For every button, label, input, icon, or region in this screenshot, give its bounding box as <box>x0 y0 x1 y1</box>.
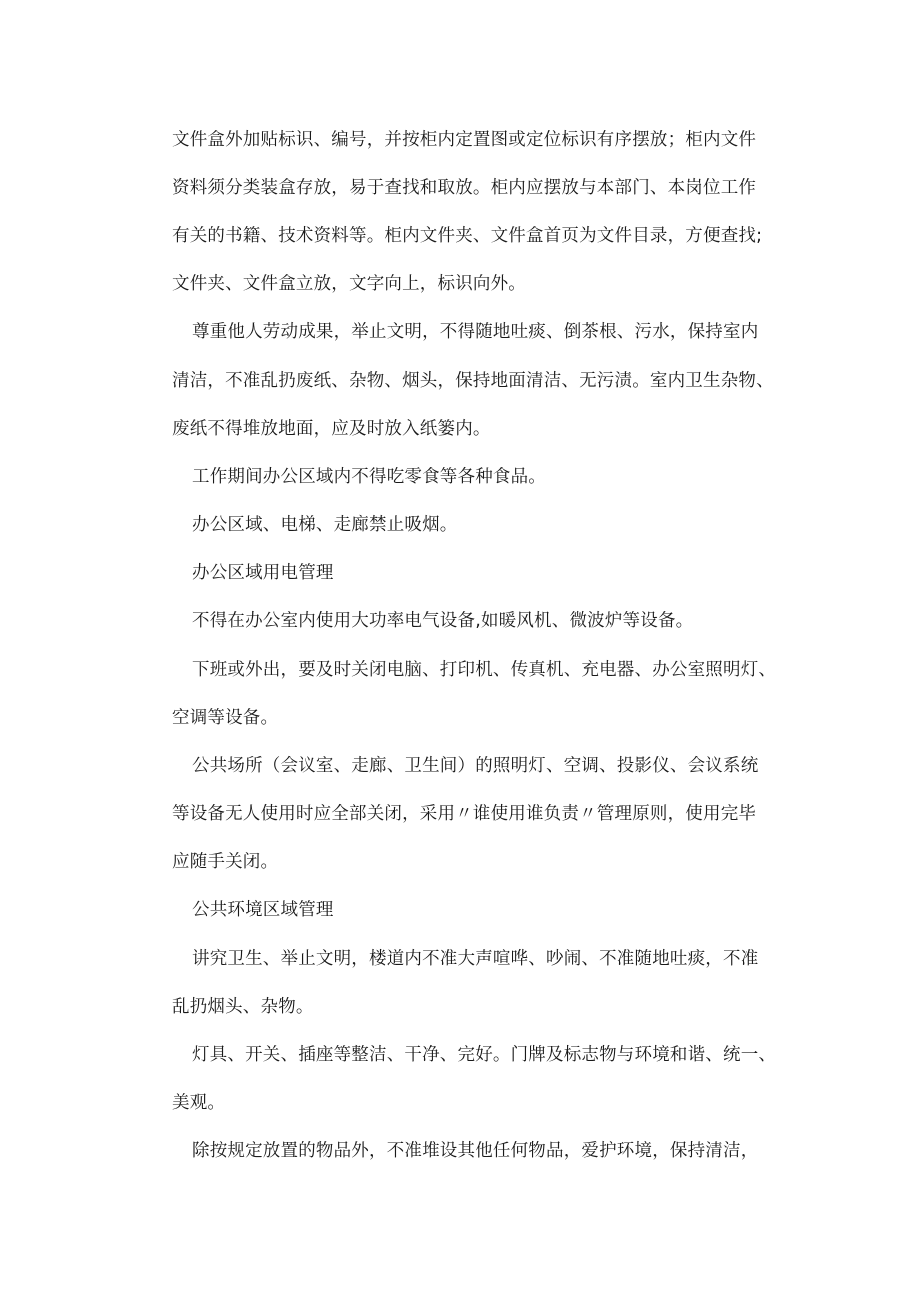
text-line-11: 不得在办公室内使用大功率电气设备,如暖风机、微波炉等设备。 <box>192 611 694 631</box>
text-line-7: 废纸不得堆放地面，应及时放入纸篓内。 <box>172 419 491 439</box>
text-line-2: 资料须分类装盒存放，易于查找和取放。柜内应摆放与本部门、本岗位工作 <box>172 178 757 198</box>
text-line-19: 乱扔烟头、杂物。 <box>172 997 314 1017</box>
text-line-20: 灯具、开关、插座等整洁、干净、完好。门牌及标志物与环境和谐、统一、 <box>192 1045 777 1065</box>
text-line-18: 讲究卫生、举止文明，楼道内不准大声喧哗、吵闹、不准随地吐痰，不准 <box>192 949 759 969</box>
text-line-13: 空调等设备。 <box>172 708 279 728</box>
text-line-16: 应随手关闭。 <box>172 852 279 872</box>
text-line-5: 尊重他人劳动成果，举止文明，不得随地吐痰、倒茶根、污水，保持室内 <box>192 322 759 342</box>
section-heading-electricity: 办公区域用电管理 <box>192 563 334 583</box>
text-line-6: 清洁，不准乱扔废纸、杂物、烟头，保持地面清洁、无污渍。室内卫生杂物、 <box>172 371 774 391</box>
text-line-9: 办公区域、电梯、走廊禁止吸烟。 <box>192 515 458 535</box>
section-heading-public-environment: 公共环境区域管理 <box>192 900 334 920</box>
text-line-3: 有关的书籍、技术资料等。柜内文件夹、文件盒首页为文件目录，方便查找; <box>172 226 763 246</box>
text-line-12: 下班或外出，要及时关闭电脑、打印机、传真机、充电器、办公室照明灯、 <box>192 660 777 680</box>
text-line-22: 除按规定放置的物品外，不准堆设其他任何物品，爱护环境，保持清洁， <box>192 1141 759 1161</box>
text-line-15: 等设备无人使用时应全部关闭，采用〃谁使用谁负责〃管理原则，使用完毕 <box>172 804 757 824</box>
text-line-4: 文件夹、文件盒立放，文字向上，标识向外。 <box>172 274 526 294</box>
text-line-1: 文件盒外加贴标识、编号，并按柜内定置图或定位标识有序摆放；柜内文件 <box>172 130 757 150</box>
text-line-14: 公共场所（会议室、走廊、卫生间）的照明灯、空调、投影仪、会议系统 <box>192 756 759 776</box>
text-line-8: 工作期间办公区域内不得吃零食等各种食品。 <box>192 467 546 487</box>
text-line-21: 美观。 <box>172 1093 226 1113</box>
